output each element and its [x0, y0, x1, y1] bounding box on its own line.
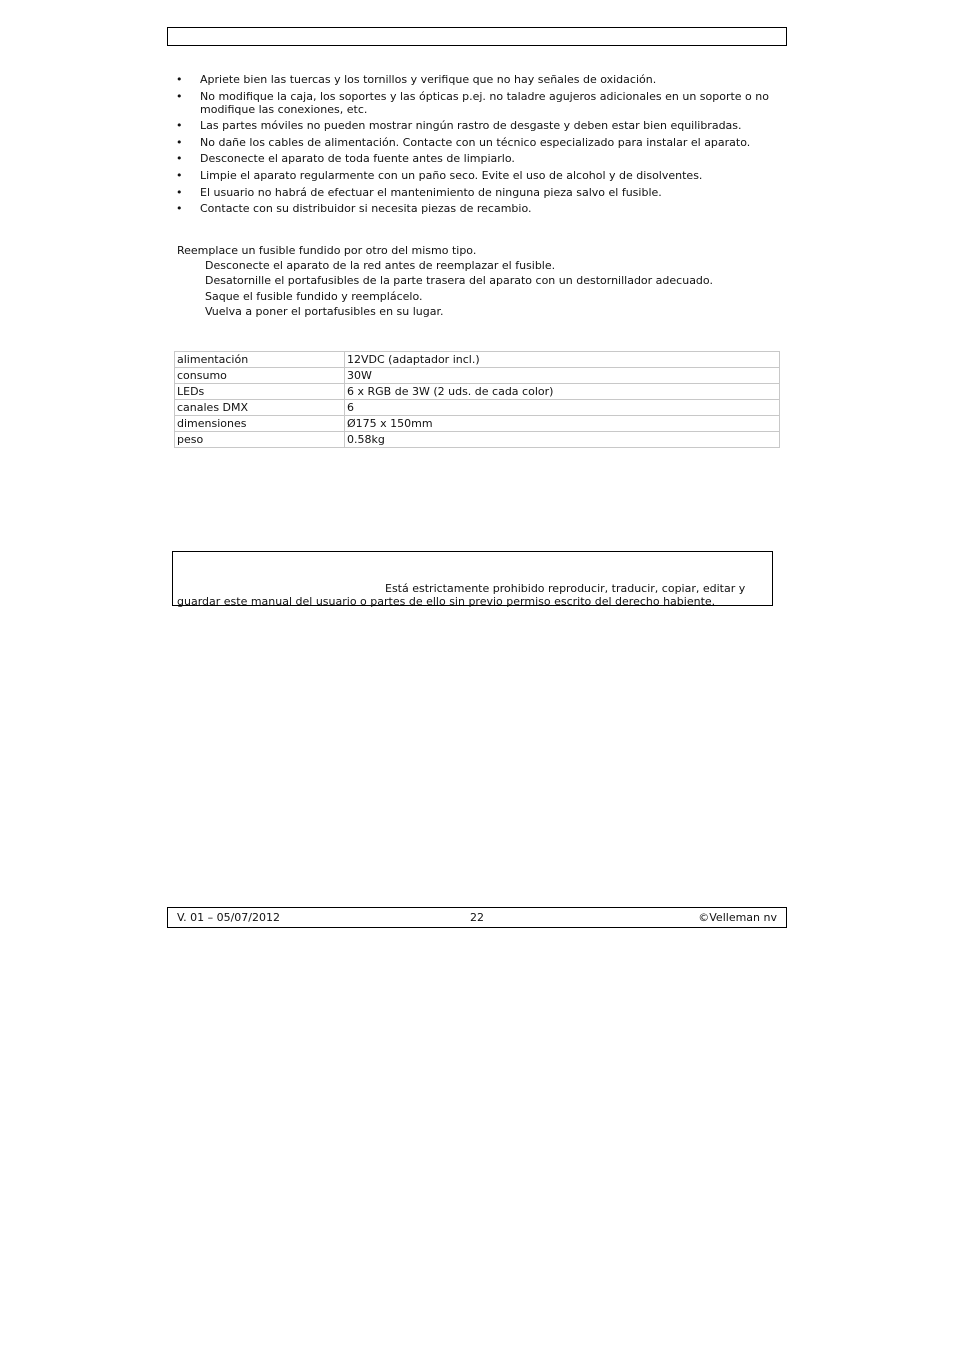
table-row — [175, 368, 780, 384]
list-item: • Las partes móviles no pueden mostrar ningún rastro de desgaste y deben estar bien equilibradas. — [176, 119, 776, 132]
footer-page-number: 22 — [470, 911, 484, 924]
spec-key: peso — [175, 432, 345, 448]
fuse-steps — [205, 259, 713, 321]
table-row — [175, 400, 780, 416]
list-item: • Apriete bien las tuercas y los tornillos y verifique que no hay señales de oxidación. — [176, 73, 776, 86]
notice-line: guardar este manual del usuario o partes de ello sin previo permiso escrito del derecho habiente. — [177, 595, 716, 608]
fuse-step: Desconecte el aparato de la red antes de reemplazar el fusible. — [205, 259, 556, 272]
table-row — [175, 352, 780, 368]
spec-key: canales DMX — [175, 400, 345, 416]
footer-version: V. 01 – 05/07/2012 — [177, 911, 280, 924]
notice-line: Está estrictamente prohibido reproducir, traducir, copiar, editar y — [385, 582, 746, 595]
spec-value: 30W — [345, 368, 780, 384]
spec-key: alimentación — [175, 352, 345, 368]
list-item: • El usuario no habrá de efectuar el mantenimiento de ninguna pieza salvo el fusible. — [176, 186, 776, 199]
spec-value: 0.58kg — [345, 432, 780, 448]
maintenance-list — [176, 73, 776, 219]
fuse-step: Vuelva a poner el portafusibles en su lugar. — [205, 305, 444, 319]
copyright-notice — [172, 551, 773, 606]
list-item: • Contacte con su distribuidor si necesita piezas de recambio. — [176, 202, 776, 215]
spec-value: 12VDC (adaptador incl.) — [345, 352, 780, 368]
spec-key: consumo — [175, 368, 345, 384]
fuse-step: Desatornille el portafusibles de la parte trasera del aparato con un destornillador adecuado. — [205, 274, 713, 288]
footer-copyright: ©Velleman nv — [698, 911, 777, 924]
spec-value: 6 — [345, 400, 780, 416]
table-row — [175, 416, 780, 432]
list-item: • No dañe los cables de alimentación. Contacte con un técnico especializado para instalar el aparato. — [176, 136, 776, 149]
page-footer — [167, 907, 787, 928]
table-row — [175, 432, 780, 448]
list-item: • No modifique la caja, los soportes y las ópticas p.ej. no taladre agujeros adicionales en un soporte o no modifique las conexiones, etc. — [176, 90, 776, 116]
page-header-box — [167, 27, 787, 46]
spec-value: 6 x RGB de 3W (2 uds. de cada color) — [345, 384, 780, 400]
fuse-intro: Reemplace un fusible fundido por otro del mismo tipo. — [177, 244, 477, 257]
spec-key: dimensiones — [175, 416, 345, 432]
specs-table — [174, 351, 780, 448]
spec-key: LEDs — [175, 384, 345, 400]
list-item: • Limpie el aparato regularmente con un paño seco. Evite el uso de alcohol y de disolventes. — [176, 169, 776, 182]
spec-value: Ø175 x 150mm — [345, 416, 780, 432]
list-item: • Desconecte el aparato de toda fuente antes de limpiarlo. — [176, 152, 776, 165]
table-row — [175, 384, 780, 400]
fuse-step: Saque el fusible fundido y reemplácelo. — [205, 289, 423, 303]
